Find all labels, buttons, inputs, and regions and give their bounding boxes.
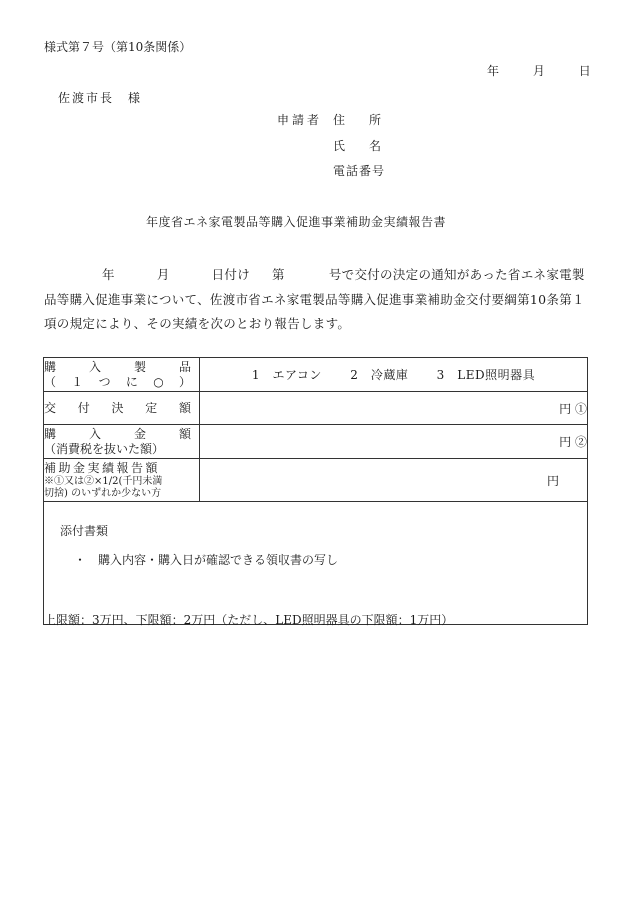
products-options <box>200 358 588 392</box>
form-number: 様式第７号（第10条関係） <box>44 40 192 54</box>
applicant-phone-label: 電話番号 <box>333 164 386 178</box>
attachments-cell <box>44 502 588 625</box>
grant-actual-note-2: 切捨) のいずれか少ない方 <box>44 487 162 499</box>
date-year: 年 <box>487 64 500 78</box>
body-number-prefix: 第 <box>272 267 285 282</box>
grant-actual-heading: 補助金実績報告額 <box>44 460 161 475</box>
purchase-amount-sublabel: （消費税を抜いた額） <box>44 441 165 456</box>
applicant-label: 申請者 <box>277 113 323 127</box>
table-row-grant-actual <box>44 459 588 502</box>
addressee: 佐渡市長 様 <box>58 91 143 105</box>
body-dated: 日付け <box>211 267 251 282</box>
grant-decision-value[interactable]: 円 ① <box>200 392 588 425</box>
attachments-item: ・ 購入内容・購入日が確認できる領収書の写し <box>74 553 339 567</box>
purchase-amount-value[interactable]: 円 ② <box>200 425 588 459</box>
grant-actual-label <box>44 459 200 502</box>
option-refrigerator[interactable]: 2 冷蔵庫 <box>350 368 409 382</box>
limit-note: 上限額：3万円、下限額：2万円（ただし、LED照明器具の下限額：1万円） <box>44 613 454 627</box>
grant-decision-label: 交 付 決 定 額 <box>44 392 200 425</box>
table-row-grant-decision <box>44 392 588 425</box>
body-month: 月 <box>156 267 170 282</box>
report-body <box>44 263 592 337</box>
option-led-lighting[interactable]: 3 LED照明器具 <box>436 368 536 382</box>
body-text: 号で交付の決定の通知があった省エネ家電製品等購入促進事業について、佐渡市省エネ家電製品等購入促進事業補助金交付要綱第10条第１項の規定により、その実績を次のとおり報告します。 <box>44 267 585 331</box>
report-table <box>43 357 588 625</box>
document-title: 年度省エネ家電製品等購入促進事業補助金実績報告書 <box>146 215 447 229</box>
date-day: 日 <box>578 64 591 78</box>
applicant-name-label: 氏 名 <box>333 139 382 153</box>
date-line <box>487 62 591 79</box>
date-month: 月 <box>532 64 545 78</box>
option-aircon[interactable]: 1 エアコン <box>251 368 322 382</box>
table-row-products <box>44 358 588 392</box>
grant-actual-note-1: ※①又は②×1/2(千円未満 <box>44 475 163 487</box>
table-row-attachments <box>44 502 588 625</box>
products-label: 購 入 製 品 （ １ つ に ○ ） <box>44 358 200 392</box>
grant-actual-value[interactable]: 円 <box>200 459 588 502</box>
body-year: 年 <box>102 267 115 282</box>
purchase-amount-label: 購 入 金 額 （消費税を抜いた額） <box>44 425 200 459</box>
table-row-purchase-amount <box>44 425 588 459</box>
attachments-heading: 添付書類 <box>60 524 109 538</box>
applicant-address-label: 住 所 <box>333 113 382 127</box>
